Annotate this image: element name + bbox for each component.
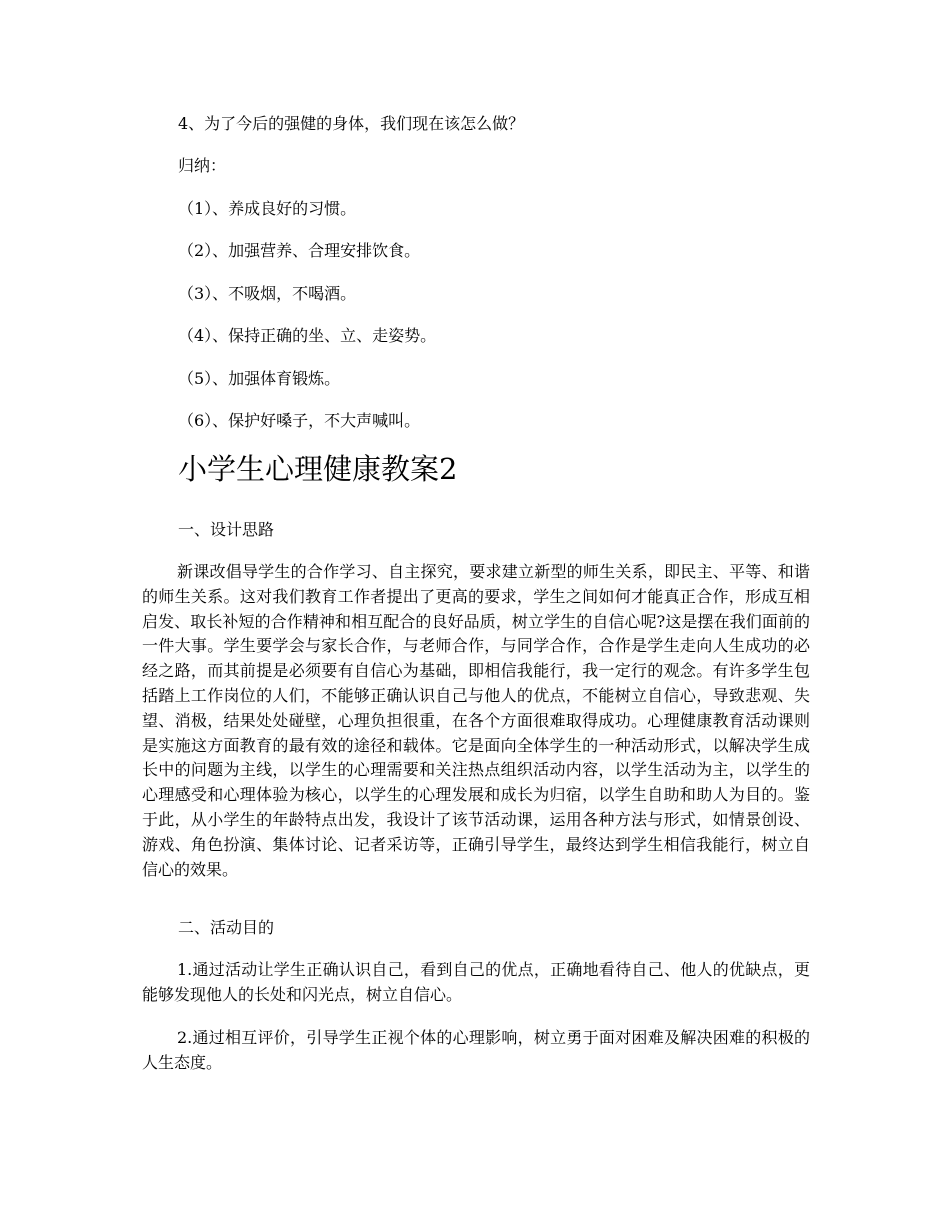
section-heading-design: 一、设计思路	[178, 520, 275, 539]
question-line: 4、为了今后的强健的身体，我们现在该怎么做？	[178, 114, 525, 133]
goal-paragraph-1: 1.通过活动让学生正确认识自己，看到自己的优点，正确地看待自己、他人的优缺点，更能够发现他人的长处和闪光点，树立自信心。	[142, 960, 810, 1004]
summary-label: 归纳：	[178, 156, 227, 175]
goal-paragraph-2: 2.通过相互评价，引导学生正视个体的心理影响，树立勇于面对困难及解决困难的积极的人生态度。	[142, 1028, 810, 1072]
summary-item: （6）、保护好嗓子，不大声喊叫。	[178, 411, 421, 430]
lesson-title: 小学生心理健康教案2	[178, 452, 458, 486]
design-paragraph: 新课改倡导学生的合作学习、自主探究，要求建立新型的师生关系，即民主、平等、和谐的师生关系。这对我们教育工作者提出了更高的要求，学生之间如何才能真正合作，形成互相启发、取长补短的合作精神和相互配合的良好品质，树立学生的自信心呢?这是摆在我们面前的一件大事。学生要学会与家长合作，与老师合作，与同学合作，合作是学生走向人生成功的必经之路，而其前提是必须要有自信心为基础，即相信我能行，我一定行的观念。有许多学生包括踏上工作岗位的人们，不能够正确认识自己与他人的优点，不能树立自信心，导致悲观、失望、消极，结果处处碰壁，心理负担很重，在各个方面很难取得成功。心理健康教育活动课则是实施这方面教育的最有效的途径和载体。它是面向全体学生的一种活动形式，以解决学生成长中的问题为主线，以学生的心理需要和关注热点组织活动内容，以学生活动为主，以学生的心理感受和心理体验为核心，以学生的心理发展和成长为归宿，以学生自助和助人为目的。鉴于此，从小学生的年龄特点出发，我设计了该节活动课，运用各种方法与形式，如情景创设、游戏、角色扮演、集体讨论、记者采访等，正确引导学生，最终达到学生相信我能行，树立自信心的效果。	[142, 562, 810, 879]
summary-item: （5）、加强体育锻炼。	[178, 369, 341, 388]
summary-item: （1）、养成良好的习惯。	[178, 199, 357, 218]
summary-item: （3）、不吸烟，不喝酒。	[178, 284, 357, 303]
summary-item: （2）、加强营养、合理安排饮食。	[178, 241, 421, 260]
summary-item: （4）、保持正确的坐、立、走姿势。	[178, 326, 437, 345]
section-heading-goals: 二、活动目的	[178, 918, 275, 937]
